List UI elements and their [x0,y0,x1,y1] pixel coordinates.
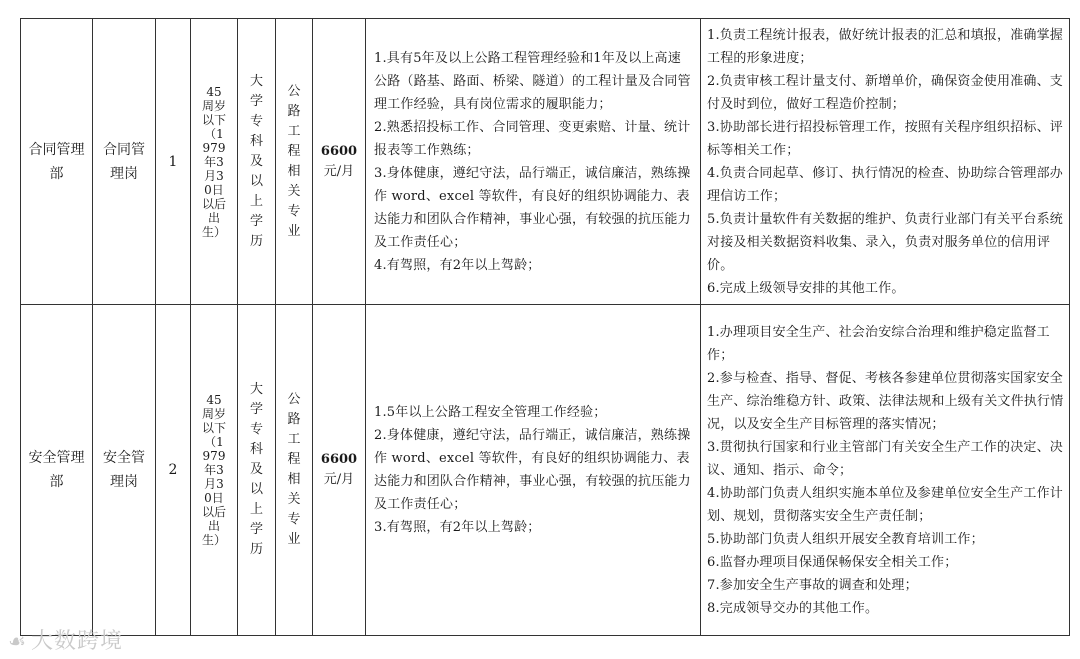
requirement-item: 3.有驾照，有2年以上驾龄； [374,520,541,535]
salary-unit: 元/月 [323,472,355,487]
duty-item: 6.监督办理项目保通保畅保安全相关工作； [707,554,958,570]
major-text: 公路工程相关专业 [287,83,301,239]
education-text: 大学专科及以上学历 [249,73,263,249]
duty-item: 6.完成上级领导安排的其他工作。 [707,280,905,296]
position-text: 安全管理岗 [103,450,145,490]
duty-item: 3.贯彻执行国家和行业主管部门有关安全生产工作的决定、决议、通知、指示、命令； [707,439,1064,478]
age-text: 45周岁以下（1979年3月30日以后出生） [201,393,226,547]
education-cell [238,305,276,636]
salary-cell [313,305,366,636]
table-row [21,19,1070,305]
salary-amount: 6600 [320,143,358,159]
salary-amount: 6600 [320,452,358,467]
duty-item: 5.负责计量软件有关数据的维护、负责行业部门有关平台系统对接及相关数据资料收集、录入，负责对服务单位的信用评价。 [707,211,1064,273]
requirement-item: 1.具有5年及以上公路工程管理经验和1年及以上高速公路（路基、路面、桥梁、隧道）的工程计量及合同管理工作经验，具有岗位需求的履职能力； [374,50,691,112]
requirement-item: 1.5年以上公路工程安全管理工作经验； [374,405,607,420]
headcount-cell [156,305,191,636]
headcount-cell [156,19,191,305]
duty-item: 4.负责合同起草、修订、执行情况的检查、协助综合管理部办理信访工作； [707,165,1064,204]
requirement-item: 2.身体健康，遵纪守法，品行端正，诚信廉洁，熟练操作 word、excel 等软件，有良好的组织协调能力、表达能力和团队合作精神，事业心强，有较强的抗压能力及工作责任心； [374,428,691,512]
department-cell [21,19,93,305]
age-cell [191,19,238,305]
headcount-text: 1 [168,153,178,170]
duty-item: 1.负责工程统计报表，做好统计报表的汇总和填报，准确掌握工程的形象进度； [707,27,1064,66]
duty-item: 4.协助部门负责人组织实施本单位及参建单位安全生产工作计划、规划，贯彻落实安全生产责任制； [707,485,1064,524]
age-cell [191,305,238,636]
position-cell [93,305,156,636]
department-text: 合同管理部 [28,141,85,182]
requirements-cell [366,305,701,636]
department-cell [21,305,93,636]
major-cell [276,305,313,636]
education-cell [238,19,276,305]
position-text: 合同管理岗 [103,141,145,182]
recruitment-table [20,18,1070,636]
major-cell [276,19,313,305]
duty-item: 5.协助部门负责人组织开展安全教育培训工作； [707,531,984,547]
requirement-item: 3.身体健康，遵纪守法，品行端正，诚信廉洁，熟练操作 word、excel 等软件，有良好的组织协调能力、表达能力和团队合作精神，事业心强，有较强的抗压能力及工作责任心； [374,165,691,250]
requirement-item: 4.有驾照，有2年以上驾龄； [374,257,541,273]
duty-item: 2.参与检查、指导、督促、考核各参建单位贯彻落实国家安全生产、综治维稳方针、政策、法律法规和上级有关文件执行情况，以及安全生产目标管理的落实情况； [707,370,1064,432]
logo-icon: ☙ [8,629,27,653]
requirement-item: 2.熟悉招投标工作、合同管理、变更索赔、计量、统计报表等工作熟练； [374,119,691,158]
duty-item: 1.办理项目安全生产、社会治安综合治理和维护稳定监督工作； [707,324,1050,363]
duty-item: 2.负责审核工程计量支付、新增单价，确保资金使用准确、支付及时到位，做好工程造价控制； [707,73,1064,112]
duty-item: 3.协助部长进行招投标管理工作，按照有关程序组织招标、评标等相关工作； [707,119,1064,158]
duty-item: 7.参加安全生产事故的调查和处理； [707,577,918,593]
table-row [21,305,1070,636]
age-text: 45周岁以下（1979年3月30日以后出生） [201,84,226,239]
watermark-text: 大数跨境 [30,629,123,654]
duties-cell [701,305,1070,636]
salary-unit: 元/月 [323,163,355,179]
education-text: 大学专科及以上学历 [249,382,263,557]
duties-cell [701,19,1070,305]
position-cell [93,19,156,305]
department-text: 安全管理部 [28,450,85,490]
watermark [8,624,123,655]
duty-item: 8.完成领导交办的其他工作。 [707,600,879,616]
salary-cell [313,19,366,305]
major-text: 公路工程相关专业 [287,392,301,547]
requirements-cell [366,19,701,305]
headcount-text: 2 [168,462,178,478]
